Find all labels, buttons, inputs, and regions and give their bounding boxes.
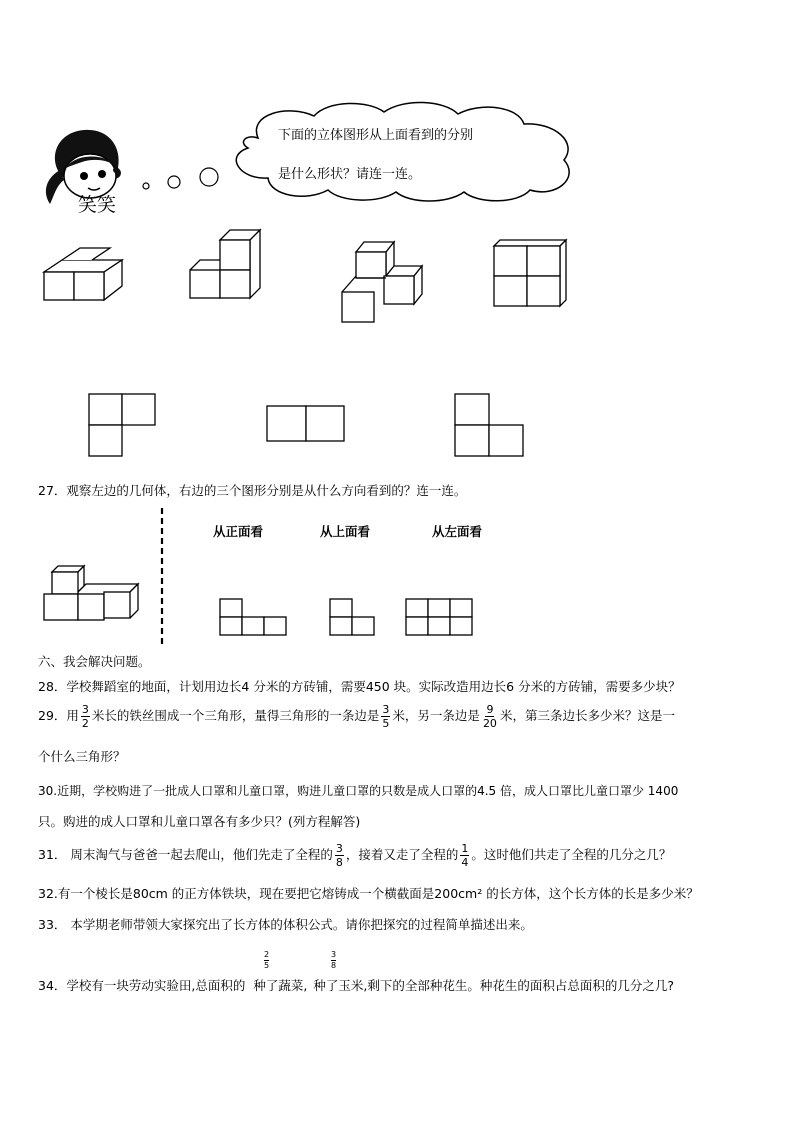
fraction-small-2: 3 8 [331,950,337,970]
solid-figure-1 [40,244,130,302]
dashed-divider [160,508,164,646]
q27-view-b [329,598,377,638]
top-view-1 [88,393,158,457]
question-31: 31． 周末淘气与爸爸一起去爬山，他们先走了全程的 $\frac{3}{8}$ ，接着又走了全程的 $\frac{1}{4}$ 。这时他们共走了全程的几分之几？ [38,842,672,869]
fraction: $\frac{9}{20}$ [482,703,497,730]
fraction-small-1: 2 5 [264,950,270,970]
q27-solid-figure [42,564,142,626]
section-6-title: 六、我会解决问题。 [38,654,151,669]
question-30-line2: 只。购进的成人口罩和儿童口罩各有多少只？(列方程解答) [38,814,361,829]
thought-bubble [218,98,582,204]
solid-figure-3 [336,236,426,326]
fraction: $\frac{3}{8}$ [335,842,343,869]
top-view-2 [266,405,346,443]
view-label-top: 从上面看 [320,524,371,539]
question-32: 32.有一个棱长是80cm 的正方体铁块，现在要把它熔铸成一个横截面是200cm² 的长方体，这个长方体的长是多少米？ [38,886,699,901]
bubble-text-line1: 下面的立体图形从上面看到的分别 [278,128,474,143]
q27-view-a [219,598,289,638]
question-28: 28．学校舞蹈室的地面，计划用边长4 分米的方砖铺，需要450 块。实际改造用边长6 分米的方砖铺，需要多少块？ [38,679,681,694]
question-33: 33． 本学期老师带领大家探究出了长方体的体积公式。请你把探究的过程简单描述出来。 [38,917,533,932]
question-29: 29．用 $\frac{3}{2}$ 米长的铁丝围成一个三角形，量得三角形的一条边是 $\frac{3}{5}$ 米，另一条边是 $\frac{9}{20}$ 米，第三条边长多少米？这是一 [38,703,675,730]
top-view-3 [454,393,526,457]
q27-view-c [405,598,475,638]
fraction: $\frac{1}{4}$ [461,842,469,869]
question-30-line1: 30.近期，学校购进了一批成人口罩和儿童口罩，购进儿童口罩的只数是成人口罩的4.5 倍，成人口罩比儿童口罩少 1400 [38,784,679,798]
thought-bubble-dots [138,164,222,194]
bubble-text-line2: 是什么形状？请连一连。 [278,167,422,182]
view-label-front: 从正面看 [213,524,264,539]
character-name: 笑笑 [78,194,117,216]
fraction: $\frac{3}{2}$ [81,703,89,730]
solid-figure-4 [490,236,570,308]
fraction: $\frac{3}{5}$ [382,703,390,730]
view-label-left: 从左面看 [432,524,483,539]
question-29-line2: 个什么三角形？ [38,749,126,764]
question-27: 27．观察左边的几何体，右边的三个图形分别是从什么方向看到的？连一连。 [38,483,467,498]
question-34: 34．学校有一块劳动实验田,总面积的 种了蔬菜, 种了玉米,剩下的全部种花生。种花生的面积占总面积的几分之几? [38,978,674,993]
solid-figure-2 [186,226,266,302]
